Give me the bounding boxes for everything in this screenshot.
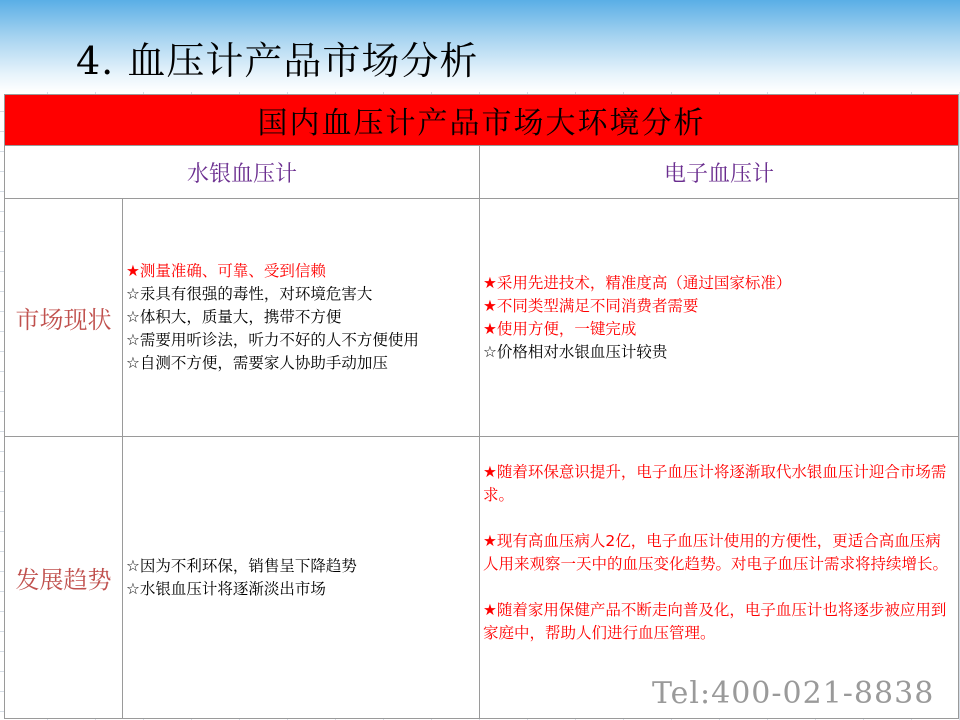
cell-electronic-status	[480, 199, 959, 437]
bullet: ☆汞具有很强的毒性，对环境危害大	[126, 285, 373, 303]
bullet: ★不同类型满足不同消费者需要	[483, 296, 699, 315]
bullet: ☆体积大，质量大，携带不方便	[126, 308, 342, 326]
cell-mercury-status	[123, 199, 480, 437]
bullet: ★随着家用保健产品不断走向普及化，电子血压计也将逐步被应用到家庭中，帮助人们进行血压管理。	[483, 601, 947, 642]
bullet: ★随着环保意识提升，电子血压计将逐渐取代水银血压计迎合市场需求。	[483, 463, 947, 504]
bullet: ☆价格相对水银血压计较贵	[483, 342, 668, 361]
col-header-electronic: 电子血压计	[480, 146, 959, 199]
row-label-market-status: 市场现状	[5, 199, 123, 437]
table-banner: 国内血压计产品市场大环境分析	[5, 95, 959, 146]
bullet: ★测量准确、可靠、受到信赖	[126, 262, 326, 280]
market-analysis-table	[4, 94, 959, 719]
bullet: ★采用先进技术，精准度高（通过国家标准）	[483, 273, 792, 292]
cell-mercury-trend	[123, 437, 480, 719]
bullet: ☆因为不利环保，销售呈下降趋势	[126, 556, 357, 575]
col-header-mercury: 水银血压计	[5, 146, 480, 199]
spacer	[483, 507, 955, 530]
bullet: ★现有高血压病人2亿，电子血压计使用的方便性，更适合高血压病人用来观察一天中的血压变化趋势。对电子血压计需求将持续增长。	[483, 532, 949, 573]
slide-title: 4. 血压计产品市场分析	[76, 39, 479, 83]
phone-watermark: Tel:400-021-8838	[652, 676, 935, 711]
bullet: ★使用方便，一键完成	[483, 319, 637, 338]
row-label-trend: 发展趋势	[5, 437, 123, 719]
spacer	[483, 576, 955, 599]
bullet: ☆水银血压计将逐渐淡出市场	[126, 579, 326, 598]
bullet: ☆需要用听诊法，听力不好的人不方便使用	[126, 331, 419, 349]
bullet: ☆自测不方便，需要家人协助手动加压	[126, 354, 388, 372]
